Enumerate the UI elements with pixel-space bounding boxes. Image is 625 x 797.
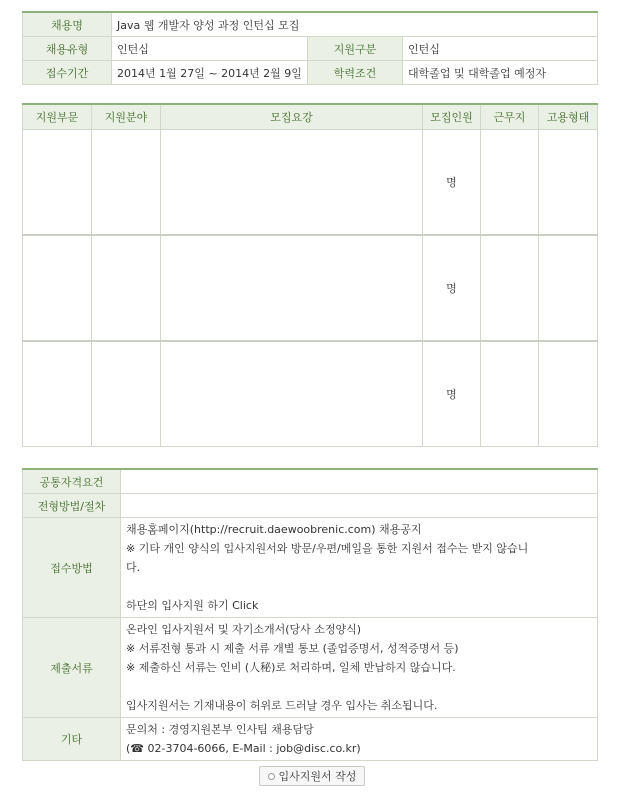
apply-button-label: 입사지원서 작성 — [278, 770, 357, 783]
field-cell — [92, 235, 161, 341]
docs-line — [126, 677, 592, 696]
department-cell — [23, 235, 92, 341]
docs-line: 온라인 입사지원서 및 자기소개서(당사 소정양식) — [126, 623, 362, 636]
method-line: 채용홈페이지(http://recruit.daewoobrenic.com) 채용공지 — [126, 523, 422, 536]
docs-label: 제출서류 — [23, 618, 121, 718]
category-value: 인턴십 — [403, 37, 598, 61]
employment-type-cell — [539, 341, 598, 447]
method-line: 하단의 입사지원 하기 Click — [126, 599, 259, 612]
employment-type-cell — [539, 235, 598, 341]
education-label: 학력조건 — [308, 61, 403, 85]
department-cell — [23, 341, 92, 447]
location-cell — [481, 130, 539, 236]
table-row — [23, 130, 598, 236]
docs-value — [121, 618, 598, 718]
process-value — [121, 494, 598, 518]
etc-line: (☎ 02-3704-6066, E-Mail : job@disc.co.kr) — [126, 742, 361, 755]
method-value — [121, 518, 598, 618]
qualification-value — [121, 469, 598, 494]
header-location: 근무지 — [481, 104, 539, 130]
field-cell — [92, 130, 161, 236]
period-label: 접수기간 — [23, 61, 112, 85]
requirements-cell — [161, 341, 423, 447]
docs-line: 입사지원서는 기재내용이 허위로 드러날 경우 입사는 취소됩니다. — [126, 699, 438, 712]
requirements-cell — [161, 130, 423, 236]
type-label: 채용유형 — [23, 37, 112, 61]
header-headcount: 모집인원 — [423, 104, 481, 130]
header-requirements: 모집요강 — [161, 104, 423, 130]
headcount-cell: 명 — [423, 341, 481, 447]
department-cell — [23, 130, 92, 236]
headcount-cell: 명 — [423, 235, 481, 341]
period-value: 2014년 1월 27일 ~ 2014년 2월 9일 — [112, 61, 308, 85]
headcount-cell: 명 — [423, 130, 481, 236]
table-row — [23, 341, 598, 447]
job-info-table — [22, 11, 598, 85]
type-value: 인턴십 — [112, 37, 308, 61]
category-label: 지원구분 — [308, 37, 403, 61]
etc-value — [121, 718, 598, 761]
location-cell — [481, 341, 539, 447]
header-employment-type: 고용형태 — [539, 104, 598, 130]
process-label: 전형방법/절차 — [23, 494, 121, 518]
header-field: 지원분야 — [92, 104, 161, 130]
title-label: 채용명 — [23, 12, 112, 37]
apply-button[interactable] — [259, 766, 365, 786]
title-value: Java 웹 개발자 양성 과정 인턴십 모집 — [112, 12, 598, 37]
etc-label: 기타 — [23, 718, 121, 761]
header-department: 지원부문 — [23, 104, 92, 130]
docs-line: ※ 서류전형 통과 시 제출 서류 개별 통보 (졸업증명서, 성적증명서 등) — [126, 642, 459, 655]
qualification-label: 공통자격요건 — [23, 469, 121, 494]
etc-line: 문의처 : 경영지원본부 인사팀 채용담당 — [126, 723, 314, 736]
location-cell — [481, 235, 539, 341]
docs-line: ※ 제출하신 서류는 인비 (人秘)로 처리하며, 일체 반납하지 않습니다. — [126, 661, 456, 674]
method-line: 다. — [126, 561, 141, 574]
field-cell — [92, 341, 161, 447]
table-row — [23, 235, 598, 341]
common-info-table — [22, 468, 598, 761]
method-label: 접수방법 — [23, 518, 121, 618]
circle-icon — [268, 773, 275, 780]
requirements-cell — [161, 235, 423, 341]
education-value: 대학졸업 및 대학졸업 예정자 — [403, 61, 598, 85]
employment-type-cell — [539, 130, 598, 236]
method-line — [126, 577, 592, 596]
recruit-table — [22, 103, 598, 447]
method-line: ※ 기타 개인 양식의 입사지원서와 방문/우편/메일을 통한 지원서 접수는 받지 않습니 — [126, 542, 529, 555]
